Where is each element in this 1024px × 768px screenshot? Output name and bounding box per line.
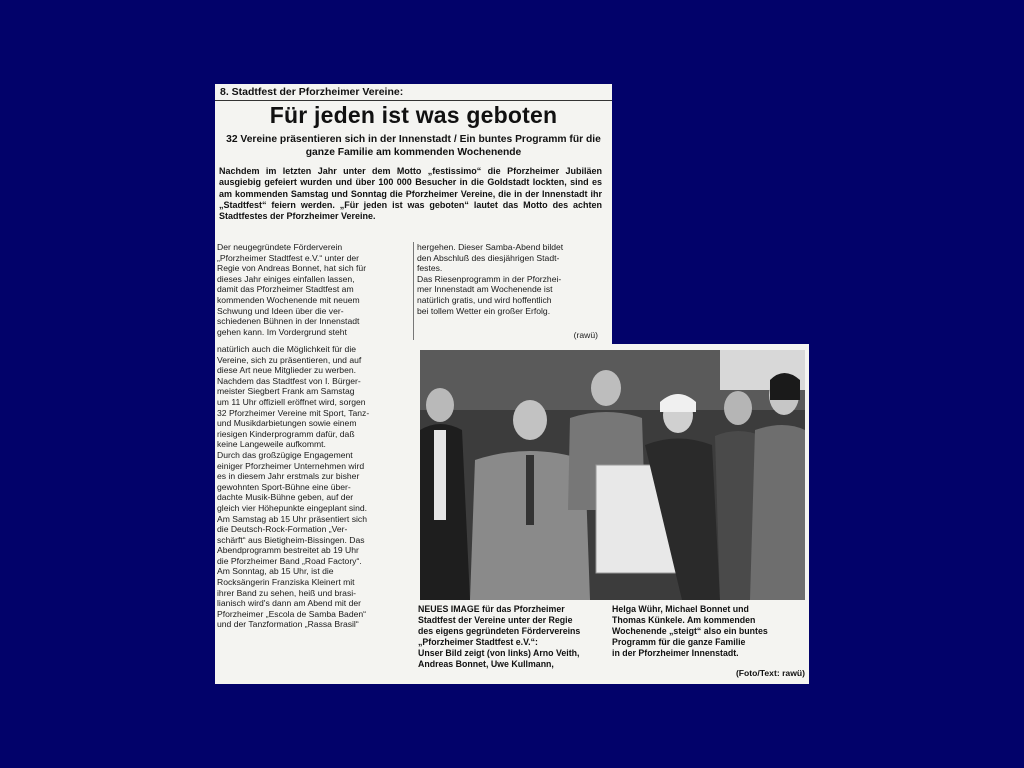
article-clipping-top — [215, 84, 612, 344]
article-signature: (rawü) — [573, 330, 598, 340]
article-lede: Nachdem im letzten Jahr unter dem Motto „festissimo“ die Pforzheimer Jubiläen ausgiebig gefeiert wurden und über 100 000 Besucher in die Goldstadt lockten, sind es am kommenden Samstag und Sonntag die Pforzheimer Vereine, die in der Innenstadt ihr „Stadtfest“ feiern werden. „Für jeden ist was geboten“ lautet das Motto des achten Stadtfestes der Pforzheimer Vereine. — [219, 166, 602, 222]
article-column-1-bottom: natürlich auch die Möglichkeit für die Vereine, sich zu präsentieren, und auf diese Art neue Mitglieder zu werben. Nachdem das Stadtfest von I. Bürger- meister Siegbert Frank am Samstag um 11 Uhr offiziell eröffnet wird, sorgen 32 Pforzheimer Vereine mit Sport, Tanz- und Musikdarbietungen sowie einem riesigen Kinderprogramm dafür, daß keine Langeweile aufkommt. Durch das großzügige Engagement einiger Pforzheimer Unternehmen wird es in diesem Jahr erstmals zur bisher gewohnten Sport-Bühne eine über- dachte Musik-Bühne geben, auf der gleich vier Höhepunkte eingeplant sind. Am Samstag ab 15 Uhr präsentiert sich die Deutsch-Rock-Formation „Ver- schärft“ aus Bietigheim-Bissingen. Das Abendprogramm bestreitet ab 19 Uhr die Pforzheimer Band „Road Factory“. Am Sonntag, ab 15 Uhr, ist die Rocksängerin Franziska Kleinert mit ihrer Band zu sehen, heiß und brasi- lianisch wird's dann am Abend mit der Pforzheimer „Escola de Samba Baden“ und der Tanzformation „Rassa Brasil“ — [217, 344, 370, 630]
photo-credit: (Foto/Text: rawü) — [735, 668, 805, 678]
column-divider — [413, 242, 414, 340]
article-column-1-top: Der neugegründete Förderverein „Pforzheimer Stadtfest e.V.“ unter der Regie von Andreas Bonnet, hat sich für dieses Jahr einiges einfallen lassen, damit das Pforzheimer Stadtfest am kommenden Wochenende mit neuem Schwung und Ideen über die ver- schiedenen Bühnen in der Innenstadt gehen kann. Im Vordergrund steht — [217, 242, 367, 337]
photo-caption-left: NEUES IMAGE für das Pforzheimer Stadtfest der Vereine unter der Regie des eigens gegründeten Fördervereins „Pforzheimer Stadtfest e.V.“: Unser Bild zeigt (von links) Arno Veith, Andreas Bonnet, Uwe Kullmann, — [418, 604, 581, 669]
article-headline: Für jeden ist was geboten — [269, 102, 558, 128]
kicker-rule — [215, 100, 612, 101]
article-clipping-left — [215, 344, 416, 684]
group-photo-illustration — [420, 350, 805, 600]
article-photo-section — [416, 344, 809, 684]
article-column-2: hergehen. Dieser Samba-Abend bildet den Abschluß des diesjährigen Stadt- festes. Das Riesenprogramm in der Pforzhei- mer Innenstadt am Wochenende ist natürlich gratis, und wird hoffentlich bei tollem Wetter ein großer Erfolg. — [417, 242, 564, 316]
article-kicker: 8. Stadtfest der Pforzheimer Vereine: — [220, 86, 404, 98]
group-photo — [420, 350, 805, 600]
photo-caption-right: Helga Wühr, Michael Bonnet und Thomas Künkele. Am kommenden Wochenende „steigt“ also ein buntes Programm für die ganze Familie in der Pforzheimer Innenstadt. — [612, 604, 768, 658]
article-subhead: 32 Vereine präsentieren sich in der Innenstadt / Ein buntes Programm für die ganze Familie am kommenden Wochenende — [226, 134, 601, 158]
